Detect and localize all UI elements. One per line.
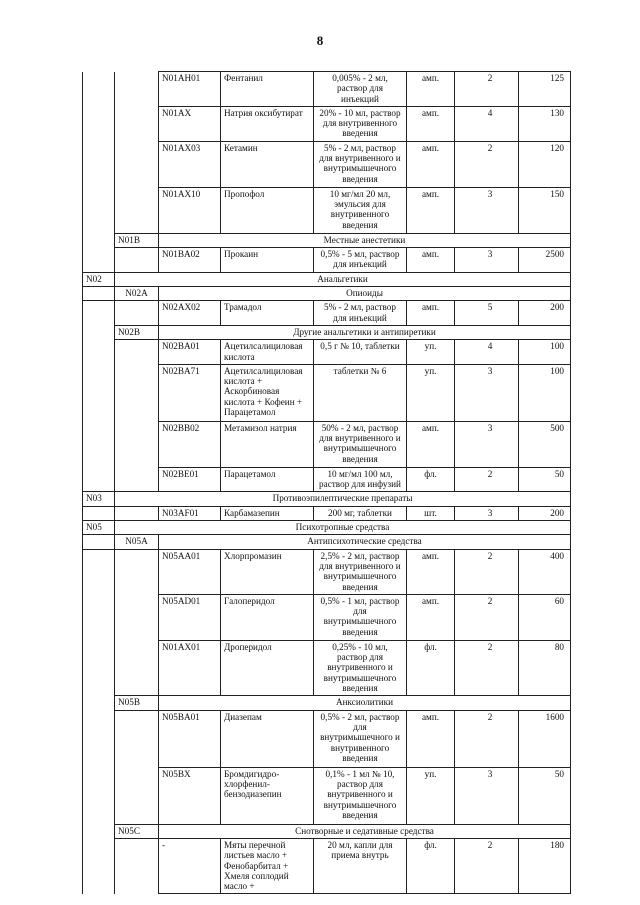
subgroup-row [83,325,571,339]
subgroup-row [83,535,571,549]
group-row [83,272,571,286]
quantity-cell: 2 [455,141,519,187]
table-row [83,106,571,141]
dosage-form-cell: 200 мг, таблетки [314,506,407,520]
dosage-form-cell: 20 мл, капли для приема внутрь [314,838,407,893]
table-row [83,767,571,824]
level2-spacer-cell [115,106,159,141]
atc-code-cell: N03AF01 [159,506,221,520]
quantity-cell: 3 [455,187,519,233]
subgroup-code-cell: N05C [115,824,159,838]
atc-code-cell: N02AX02 [159,301,221,326]
atc-code-cell: N01BA02 [159,248,221,273]
unit-cell: шт. [407,506,455,520]
level1-spacer-cell [83,535,115,549]
atc-code-cell: N05BA01 [159,710,221,767]
quantity-cell: 4 [455,340,519,365]
group-title-cell: Психотропные средства [115,521,571,535]
level2-spacer-cell [115,141,159,187]
dosage-form-cell: 10 мг/мл 20 мл, эмульсия для внутривенного введения [314,187,407,233]
medication-table [82,71,571,894]
unit-cell: амп. [407,72,455,107]
dosage-form-cell: 0,5% - 1 мл, раствор для внутримышечного введения [314,594,407,640]
amount-cell: 120 [519,141,571,187]
drug-name-cell: Дроперидол [221,640,314,695]
table-row [83,301,571,326]
drug-name-cell: Галоперидол [221,594,314,640]
level1-spacer-cell [83,325,115,339]
level1-spacer-cell [83,106,115,141]
table-row [83,141,571,187]
subgroup-title-cell: Опиоиды [159,287,571,301]
amount-cell: 130 [519,106,571,141]
quantity-cell: 5 [455,301,519,326]
quantity-cell: 2 [455,72,519,107]
subgroup-title-cell: Снотворные и седативные средства [159,824,571,838]
level2-spacer-cell [115,421,159,467]
table-row [83,187,571,233]
quantity-cell: 2 [455,594,519,640]
table-row [83,549,571,594]
level1-spacer-cell [83,838,115,893]
subgroup-row [83,233,571,247]
level1-spacer-cell [83,696,115,710]
table-row [83,364,571,421]
subgroup-code-cell: N02A [115,287,159,301]
drug-name-cell: Кетамин [221,141,314,187]
drug-name-cell: Ацетилсалициловая кислота [221,340,314,365]
quantity-cell: 2 [455,710,519,767]
unit-cell: амп. [407,594,455,640]
level1-spacer-cell [83,506,115,520]
page-number: 8 [316,33,324,48]
dosage-form-cell: 50% - 2 мл, раствор для внутривенного и внутримышечного введения [314,421,407,467]
atc-code-cell: N02BE01 [159,467,221,492]
level1-spacer-cell [83,767,115,824]
unit-cell: уп. [407,364,455,421]
atc-code-cell: N01AX03 [159,141,221,187]
drug-name-cell: Карбамазепин [221,506,314,520]
table-row [83,710,571,767]
level1-spacer-cell [83,549,115,594]
atc-code-cell: N05BX [159,767,221,824]
level2-spacer-cell [115,710,159,767]
subgroup-code-cell: N05B [115,696,159,710]
unit-cell: амп. [407,301,455,326]
group-row [83,492,571,506]
amount-cell: 180 [519,838,571,893]
unit-cell: амп. [407,187,455,233]
subgroup-row [83,824,571,838]
quantity-cell: 3 [455,248,519,273]
level2-spacer-cell [115,640,159,695]
atc-code-cell: N05AD01 [159,594,221,640]
unit-cell: фл. [407,640,455,695]
level2-spacer-cell [115,838,159,893]
subgroup-row [83,696,571,710]
drug-name-cell: Натрия оксибутират [221,106,314,141]
group-code-cell: N02 [83,272,115,286]
table-row [83,72,571,107]
unit-cell: уп. [407,340,455,365]
table-row [83,838,571,893]
dosage-form-cell: 0,5% - 2 мл, раствор для внутримышечного и внутривенного введения [314,710,407,767]
group-title-cell: Анальгетики [115,272,571,286]
atc-code-cell: N02BB02 [159,421,221,467]
atc-code-cell: N02BA71 [159,364,221,421]
quantity-cell: 3 [455,767,519,824]
unit-cell: амп. [407,248,455,273]
unit-cell: амп. [407,141,455,187]
level1-spacer-cell [83,141,115,187]
atc-code-cell: - [159,838,221,893]
dosage-form-cell: 0,1% - 1 мл № 10, раствор для внутривенного и внутримышечного введения [314,767,407,824]
amount-cell: 100 [519,340,571,365]
drug-name-cell: Пропофол [221,187,314,233]
level1-spacer-cell [83,594,115,640]
amount-cell: 50 [519,467,571,492]
level1-spacer-cell [83,421,115,467]
level1-spacer-cell [83,340,115,365]
quantity-cell: 3 [455,364,519,421]
level2-spacer-cell [115,72,159,107]
level2-spacer-cell [115,594,159,640]
dosage-form-cell: 0,25% - 10 мл, раствор для внутривенного и внутримышечного введения [314,640,407,695]
dosage-form-cell: 0,5% - 5 мл, раствор для инъекций [314,248,407,273]
dosage-form-cell: 10 мг/мл 100 мл, раствор для инфузий [314,467,407,492]
group-code-cell: N03 [83,492,115,506]
group-code-cell: N05 [83,521,115,535]
dosage-form-cell: 20% - 10 мл, раствор для внутривенного введения [314,106,407,141]
level2-spacer-cell [115,187,159,233]
drug-name-cell: Парацетамол [221,467,314,492]
subgroup-code-cell: N01B [115,233,159,247]
amount-cell: 60 [519,594,571,640]
drug-name-cell: Бромдигидро-хлорфенил-бензодиазепин [221,767,314,824]
drug-name-cell: Фентанил [221,72,314,107]
level1-spacer-cell [83,287,115,301]
level2-spacer-cell [115,248,159,273]
atc-code-cell: N01AX01 [159,640,221,695]
amount-cell: 200 [519,301,571,326]
table-row [83,594,571,640]
level1-spacer-cell [83,72,115,107]
atc-code-cell: N01AX10 [159,187,221,233]
unit-cell: фл. [407,838,455,893]
subgroup-title-cell: Другие анальгетики и антипиретики [159,325,571,339]
quantity-cell: 3 [455,506,519,520]
atc-code-cell: N02BA01 [159,340,221,365]
subgroup-title-cell: Антипсихотические средства [159,535,571,549]
level2-spacer-cell [115,549,159,594]
dosage-form-cell: 2,5% - 2 мл, раствор для внутривенного и внутримышечного введения [314,549,407,594]
level1-spacer-cell [83,640,115,695]
level1-spacer-cell [83,364,115,421]
dosage-form-cell: 5% - 2 мл, раствор для инъекций [314,301,407,326]
level2-spacer-cell [115,767,159,824]
level1-spacer-cell [83,187,115,233]
subgroup-code-cell: N05A [115,535,159,549]
amount-cell: 400 [519,549,571,594]
amount-cell: 50 [519,767,571,824]
atc-code-cell: N05AA01 [159,549,221,594]
dosage-form-cell: 0,5 г № 10, таблетки [314,340,407,365]
drug-name-cell: Трамадол [221,301,314,326]
amount-cell: 500 [519,421,571,467]
amount-cell: 150 [519,187,571,233]
quantity-cell: 2 [455,549,519,594]
drug-name-cell: Метамизол натрия [221,421,314,467]
table-row [83,340,571,365]
group-title-cell: Противоэпилептические препараты [115,492,571,506]
level2-spacer-cell [115,467,159,492]
drug-name-cell: Прокаин [221,248,314,273]
level2-spacer-cell [115,340,159,365]
subgroup-code-cell: N02B [115,325,159,339]
quantity-cell: 2 [455,467,519,492]
amount-cell: 100 [519,364,571,421]
level1-spacer-cell [83,824,115,838]
level2-spacer-cell [115,301,159,326]
dosage-form-cell: таблетки № 6 [314,364,407,421]
subgroup-row [83,287,571,301]
atc-code-cell: N01AX [159,106,221,141]
quantity-cell: 4 [455,106,519,141]
drug-name-cell: Хлорпромазин [221,549,314,594]
group-row [83,521,571,535]
level1-spacer-cell [83,248,115,273]
subgroup-title-cell: Местные анестетики [159,233,571,247]
unit-cell: амп. [407,421,455,467]
drug-name-cell: Мяты перечной листьев масло + Фенобарбитал + Хмеля соплодий масло + [221,838,314,893]
quantity-cell: 2 [455,640,519,695]
table-row [83,421,571,467]
amount-cell: 2500 [519,248,571,273]
amount-cell: 200 [519,506,571,520]
table-row [83,467,571,492]
amount-cell: 80 [519,640,571,695]
unit-cell: амп. [407,710,455,767]
level2-spacer-cell [115,506,159,520]
drug-name-cell: Диазепам [221,710,314,767]
unit-cell: фл. [407,467,455,492]
dosage-form-cell: 5% - 2 мл, раствор для внутривенного и внутримышечного введения [314,141,407,187]
unit-cell: амп. [407,106,455,141]
dosage-form-cell: 0,005% - 2 мл, раствор для инъекций [314,72,407,107]
amount-cell: 1600 [519,710,571,767]
quantity-cell: 2 [455,838,519,893]
level2-spacer-cell [115,364,159,421]
unit-cell: уп. [407,767,455,824]
table-row [83,506,571,520]
drug-name-cell: Ацетилсалициловая кислота + Аскорбиновая кислота + Кофеин + Парацетамол [221,364,314,421]
table-row [83,248,571,273]
level1-spacer-cell [83,233,115,247]
quantity-cell: 3 [455,421,519,467]
table-row [83,640,571,695]
unit-cell: амп. [407,549,455,594]
subgroup-title-cell: Анксиолитики [159,696,571,710]
amount-cell: 125 [519,72,571,107]
atc-code-cell: N01AH01 [159,72,221,107]
level1-spacer-cell [83,710,115,767]
level1-spacer-cell [83,301,115,326]
level1-spacer-cell [83,467,115,492]
